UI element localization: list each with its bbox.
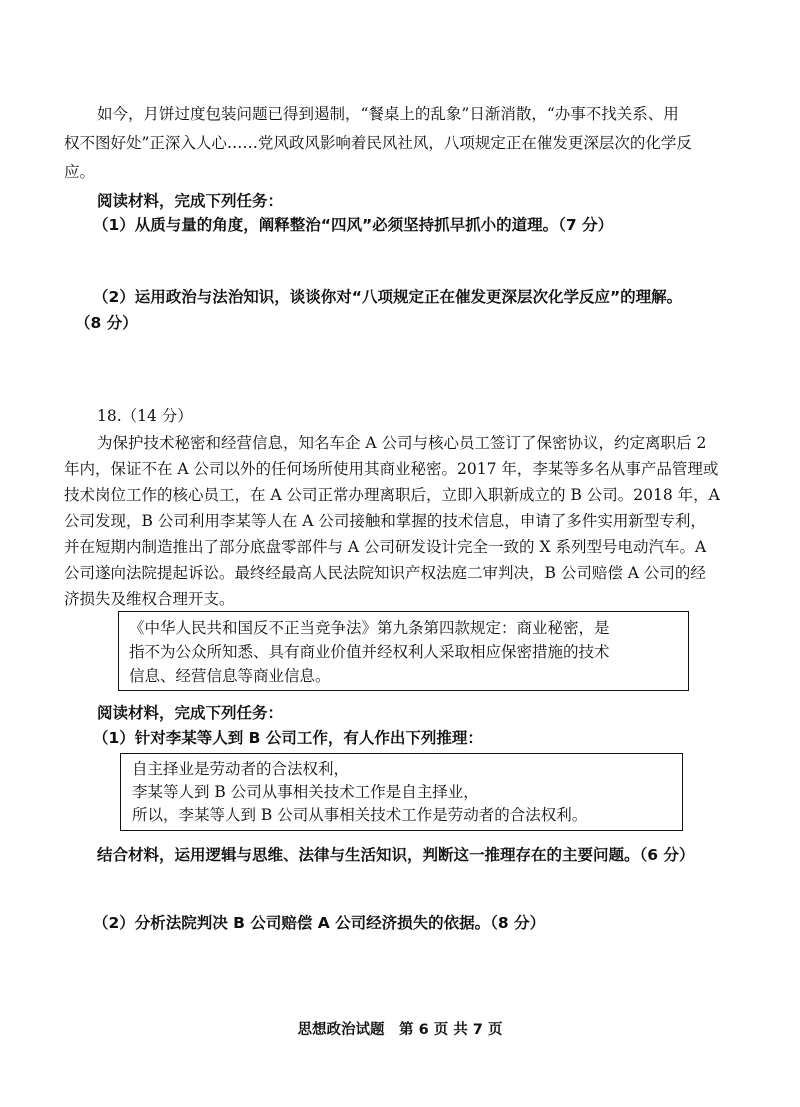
q18-instruction: 阅读材料，完成下列任务：	[97, 704, 284, 722]
q18-task-2: （2）分析法院判决 B 公司赔偿 A 公司经济损失的依据。（8 分）	[93, 914, 546, 932]
law-excerpt-line-2: 指不为公众所知悉、具有商业价值并经权利人采取相应保密措施的技术	[129, 643, 610, 661]
q17-task-2: （2）运用政治与法治知识，谈谈你对“八项规定正在催发更深层次化学反应”的理解。	[93, 288, 683, 306]
q17-instruction: 阅读材料，完成下列任务：	[97, 192, 284, 210]
law-excerpt-line-1: 《中华人民共和国反不正当竞争法》第九条第四款规定：商业秘密，是	[129, 619, 610, 637]
q18-material-line-3: 技术岗位工作的核心员工，在 A 公司正常办理离职后，立即入职新成立的 B 公司。2018 年，A	[64, 486, 720, 504]
q18-task-1-question: 结合材料，运用逻辑与思维、法律与生活知识，判断这一推理存在的主要问题。（6 分）	[97, 846, 695, 864]
q18-header: 18.（14 分）	[97, 407, 193, 425]
q18-material-line-1: 为保护技术秘密和经营信息，知名车企 A 公司与核心员工签订了保密协议，约定离职后 2	[97, 434, 707, 452]
q18-material-line-5: 并在短期内制造推出了部分底盘零部件与 A 公司研发设计完全一致的 X 系列型号电动汽车。A	[64, 538, 707, 556]
page-footer: 思想政治试题 第 6 页 共 7 页	[297, 1022, 503, 1038]
q18-task-1: （1）针对李某等人到 B 公司工作，有人作出下列推理：	[93, 729, 483, 747]
intro-line-3: 应。	[64, 163, 96, 181]
q17-task-2-score: （8 分）	[75, 314, 138, 332]
law-excerpt-line-3: 信息、经营信息等商业信息。	[129, 667, 331, 685]
q17-task-1: （1）从质与量的角度，阐释整治“四风”必须坚持抓早抓小的道理。（7 分）	[93, 216, 614, 234]
intro-line-1: 如今，月饼过度包装问题已得到遏制，“餐桌上的乱象”日渐消散，“办事不找关系、用	[97, 105, 679, 123]
reasoning-line-3: 所以，李某等人到 B 公司从事相关技术工作是劳动者的合法权利。	[132, 806, 588, 824]
reasoning-line-2: 李某等人到 B 公司从事相关技术工作是自主择业，	[132, 783, 479, 801]
reasoning-line-1: 自主择业是劳动者的合法权利，	[132, 760, 350, 778]
q18-material-line-4: 公司发现，B 公司利用李某等人在 A 公司接触和掌握的技术信息，申请了多件实用新型专利，	[64, 512, 706, 530]
q18-material-line-7: 济损失及维权合理开支。	[64, 590, 235, 608]
q18-material-line-2: 年内，保证不在 A 公司以外的任何场所使用其商业秘密。2017 年，李某等多名从事产品管理或	[64, 460, 719, 478]
intro-line-2: 权不图好处”正深入人心……党风政风影响着民风社风，八项规定正在催发更深层次的化学反	[64, 134, 692, 152]
q18-material-line-6: 公司遂向法院提起诉讼。最终经最高人民法院知识产权法庭二审判决，B 公司赔偿 A 公司的经	[64, 564, 706, 582]
